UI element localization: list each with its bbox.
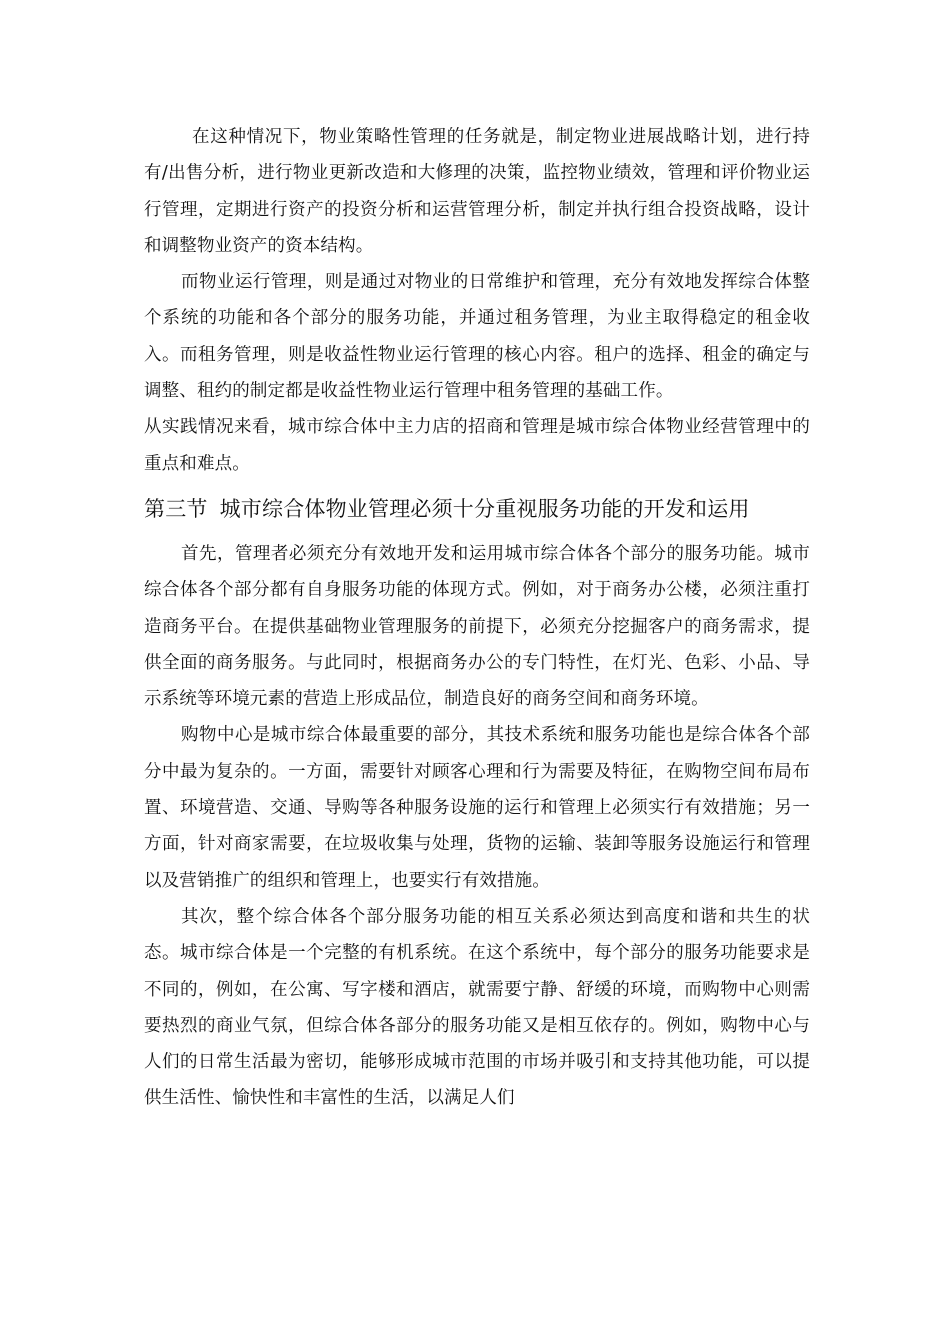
- paragraph-second-point: 其次，整个综合体各个部分服务功能的相互关系必须达到高度和谐和共生的状态。城市综合体是一个完整的有机系统。在这个系统中，每个部分的服务功能要求是不同的，例如，在公寓、写字楼和酒店，就需要宁静、舒缓的环境，而购物中心则需要热烈的商业气氛，但综合体各部分的服务功能又是相互依存的。例如，购物中心与人们的日常生活最为密切，能够形成城市范围的市场并吸引和支持其他功能，可以提供生活性、愉快性和丰富性的生活，以满足人们: [144, 906, 810, 1109]
- section-number: 第三节: [144, 496, 208, 521]
- section-heading: [144, 482, 810, 536]
- paragraph-operation-management: 而物业运行管理，则是通过对物业的日常维护和管理，充分有效地发挥综合体整个系统的功能和各个部分的服务功能，并通过租务管理，为业主取得稳定的租金收入。而租务管理，则是收益性物业运行管理的核心内容。租户的选择、租金的确定与调整、租约的制定都是收益性物业运行管理中租务管理的基础工作。: [144, 272, 810, 402]
- paragraph-shopping-center: 购物中心是城市综合体最重要的部分，其技术系统和服务功能也是综合体各个部分中最为复杂的。一方面，需要针对顾客心理和行为需要及特征，在购物空间布局布置、环境营造、交通、导购等各种服务设施的运行和管理上必须实行有效措施；另一方面，针对商家需要，在垃圾收集与处理，货物的运输、装卸等服务设施运行和管理以及营销推广的组织和管理上，也要实行有效措施。: [144, 725, 810, 891]
- document-body: [144, 119, 810, 1117]
- paragraph-first-point: 首先，管理者必须充分有效地开发和运用城市综合体各个部分的服务功能。城市综合体各个部分都有自身服务功能的体现方式。例如，对于商务办公楼，必须注重打造商务平台。在提供基础物业管理服务的前提下，必须充分挖掘客户的商务需求，提供全面的商务服务。与此同时，根据商务办公的专门特性，在灯光、色彩、小品、导示系统等环境元素的营造上形成品位，制造良好的商务空间和商务环境。: [144, 543, 810, 710]
- section-title: 城市综合体物业管理必须十分重视服务功能的开发和运用: [219, 496, 750, 521]
- paragraph-practice: 从实践情况来看，城市综合体中主力店的招商和管理是城市综合体物业经营管理中的重点和难点。: [144, 417, 810, 474]
- paragraph-strategic-management: 在这种情况下，物业策略性管理的任务就是，制定物业进展战略计划，进行持有/出售分析，进行物业更新改造和大修理的决策，监控物业绩效，管理和评价物业运行管理，定期进行资产的投资分析和运营管理分析，制定并执行组合投资战略，设计和调整物业资产的资本结构。: [144, 127, 810, 256]
